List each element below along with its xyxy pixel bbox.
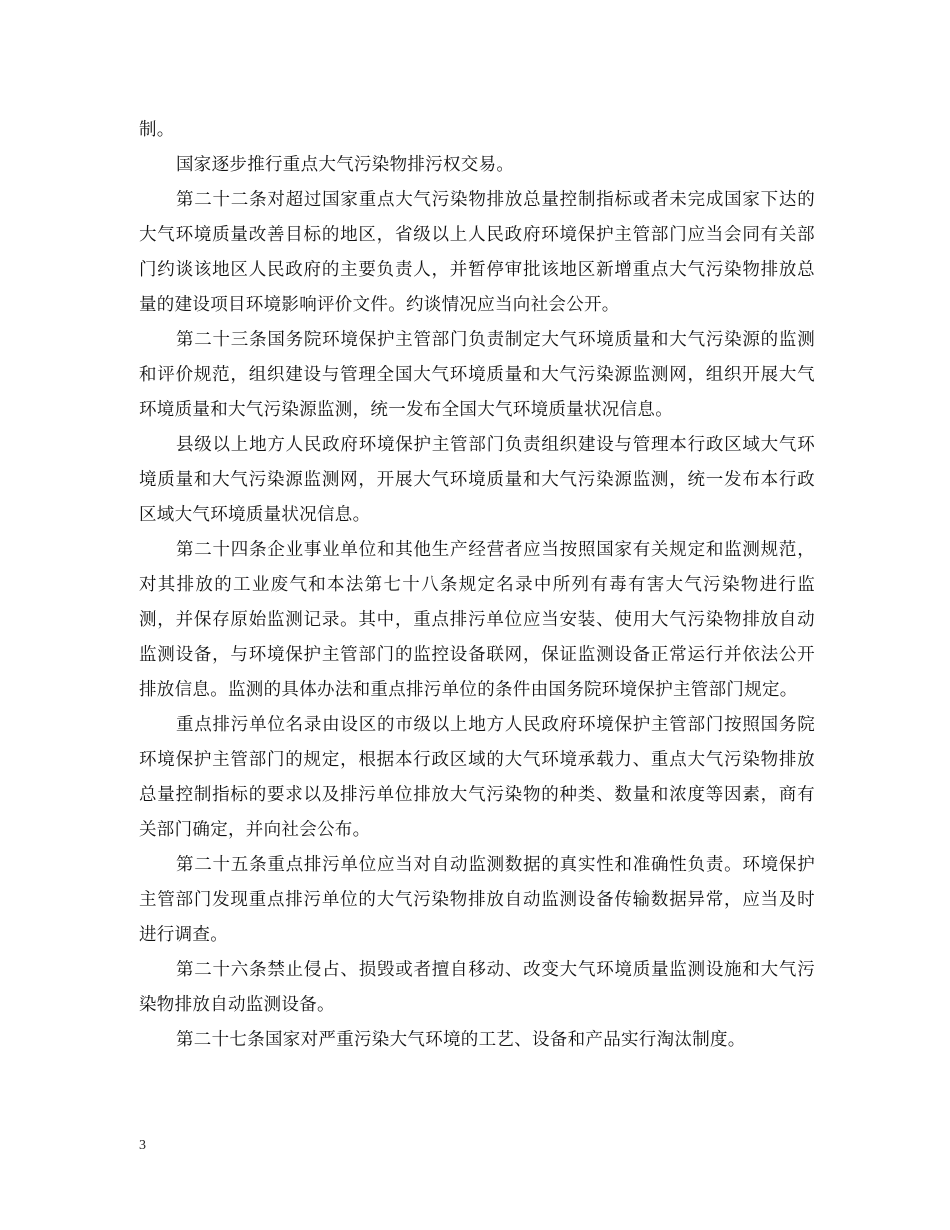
paragraph-6: 第二十四条企业事业单位和其他生产经营者应当按照国家有关规定和监测规范，对其排放的工业废气和本法第七十八条规定名录中所列有毒有害大气污染物进行监测，并保存原始监测记录。其中，重点排污单位应当安装、使用大气污染物排放自动监测设备，与环境保护主管部门的监控设备联网，保证监测设备正常运行并依法公开排放信息。监测的具体办法和重点排污单位的条件由国务院环境保护主管部门规定。 [139, 540, 815, 700]
paragraph-1: 制。 [139, 120, 175, 140]
paragraph-7: 重点排污单位名录由设区的市级以上地方人民政府环境保护主管部门按照国务院环境保护主管部门的规定，根据本行政区域的大气环境承载力、重点大气污染物排放总量控制指标的要求以及排污单位排放大气污染物的种类、数量和浓度等因素，商有关部门确定，并向社会公布。 [139, 715, 815, 840]
paragraph-5: 县级以上地方人民政府环境保护主管部门负责组织建设与管理本行政区域大气环境质量和大气污染源监测网，开展大气环境质量和大气污染源监测，统一发布本行政区域大气环境质量状况信息。 [139, 435, 815, 525]
paragraph-3: 第二十二条对超过国家重点大气污染物排放总量控制指标或者未完成国家下达的大气环境质量改善目标的地区，省级以上人民政府环境保护主管部门应当会同有关部门约谈该地区人民政府的主要负责人，并暂停审批该地区新增重点大气污染物排放总量的建设项目环境影响评价文件。约谈情况应当向社会公开。 [139, 190, 815, 315]
paragraph-4: 第二十三条国务院环境保护主管部门负责制定大气环境质量和大气污染源的监测和评价规范，组织建设与管理全国大气环境质量和大气污染源监测网，组织开展大气环境质量和大气污染源监测，统一发布全国大气环境质量状况信息。 [139, 330, 815, 420]
paragraph-2: 国家逐步推行重点大气污染物排污权交易。 [176, 155, 515, 175]
document-body [139, 113, 815, 1058]
paragraph-9: 第二十六条禁止侵占、损毁或者擅自移动、改变大气环境质量监测设施和大气污染物排放自动监测设备。 [139, 960, 815, 1015]
page-number: 3 [139, 1138, 146, 1153]
paragraph-10: 第二十七条国家对严重污染大气环境的工艺、设备和产品实行淘汰制度。 [176, 1030, 746, 1050]
paragraph-8: 第二十五条重点排污单位应当对自动监测数据的真实性和准确性负责。环境保护主管部门发现重点排污单位的大气污染物排放自动监测设备传输数据异常，应当及时进行调查。 [139, 855, 815, 945]
